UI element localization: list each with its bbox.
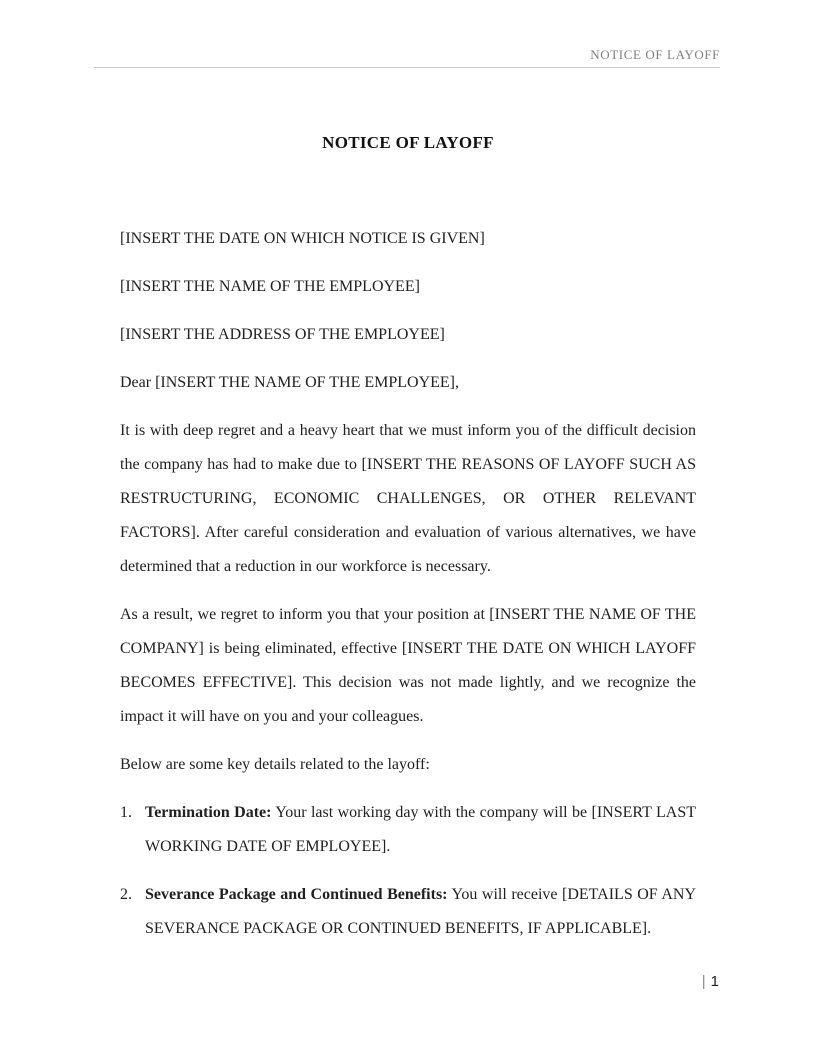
date-placeholder-line: [INSERT THE DATE ON WHICH NOTICE IS GIVEN] — [120, 230, 485, 247]
list-item-text — [145, 878, 696, 946]
page-header — [94, 47, 720, 68]
list-item-label: Termination Date: — [145, 804, 272, 821]
salutation-line: Dear [INSERT THE NAME OF THE EMPLOYEE], — [120, 374, 460, 391]
footer-separator: | — [701, 973, 706, 990]
page-footer — [702, 973, 719, 990]
list-item-severance-package — [120, 878, 696, 946]
employee-name-placeholder-line: [INSERT THE NAME OF THE EMPLOYEE] — [120, 278, 420, 295]
running-header-title: NOTICE OF LAYOFF — [590, 47, 720, 62]
letter-body — [120, 126, 696, 960]
body-paragraph-position-eliminated: As a result, we regret to inform you that your position at [INSERT THE NAME OF THE COMPANY] is being eliminated, effective [INSERT THE DATE ON WHICH LAYOFF BECOMES EFFECTIVE]. This decision was not made lightly, and we recognize the impact it will have on you and your colleagues. — [120, 606, 696, 725]
list-item-label: Severance Package and Continued Benefits: — [145, 886, 448, 903]
list-item-text — [145, 796, 696, 864]
list-item-number: 2. — [120, 886, 132, 903]
employee-address-placeholder-line: [INSERT THE ADDRESS OF THE EMPLOYEE] — [120, 326, 445, 343]
list-item-body: You will receive [DETAILS OF ANY SEVERANCE PACKAGE OR CONTINUED BENEFITS, IF APPLICABLE]. — [145, 886, 696, 937]
key-details-list — [120, 796, 696, 946]
list-item-body: Your last working day with the company will be [INSERT LAST WORKING DATE OF EMPLOYEE]. — [145, 804, 697, 855]
list-item-termination-date — [120, 796, 696, 864]
page-number: 1 — [710, 973, 719, 990]
key-details-intro: Below are some key details related to the layoff: — [120, 756, 430, 773]
body-paragraph-reasons: It is with deep regret and a heavy heart that we must inform you of the difficult decision the company has had to make due to [INSERT THE REASONS OF LAYOFF SUCH AS RESTRUCTURING, ECONOMIC CHALLENGES, OR OTHER RELEVANT FACTORS]. After careful consideration and evaluation of various alternatives, we have determined that a reduction in our workforce is necessary. — [120, 422, 696, 575]
list-item-number: 1. — [120, 804, 132, 821]
document-title: NOTICE OF LAYOFF — [322, 133, 494, 152]
